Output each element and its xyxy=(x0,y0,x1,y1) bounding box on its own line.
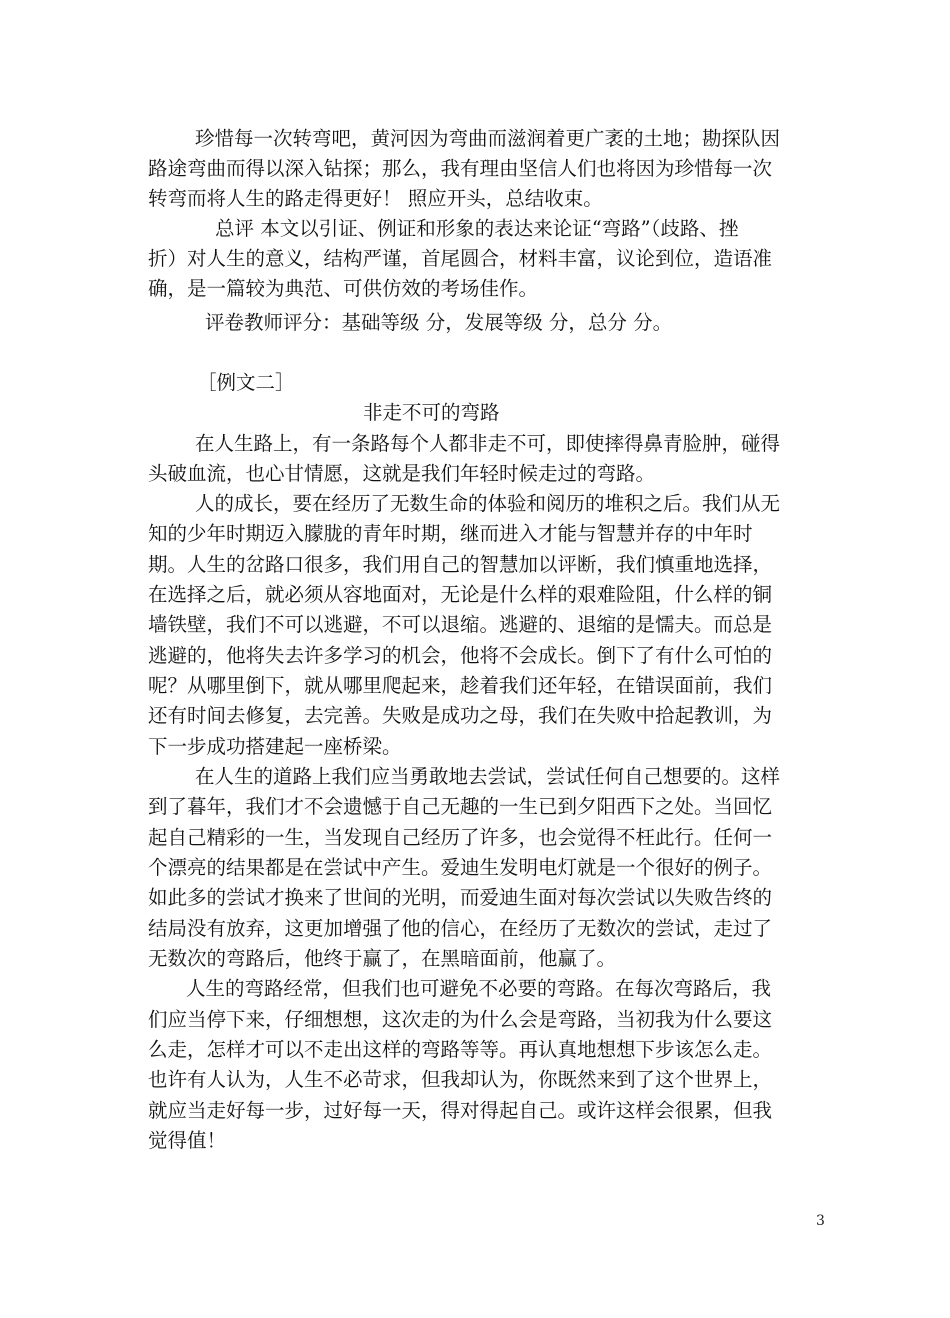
paragraph-line: 逃避的，他将失去许多学习的机会，他将不会成长。倒下了有什么可怕的 xyxy=(148,644,773,667)
paragraph-line: 么走，怎样才可以不走出这样的弯路等等。再认真地想想下步该怎么走。 xyxy=(148,1038,773,1061)
page-number: 3 xyxy=(816,1213,825,1229)
scoring-line: 评卷教师评分：基础等级 分，发展等级 分，总分 分。 xyxy=(205,311,673,334)
paragraph-line: 知的少年时期迈入朦胧的青年时期，继而进入才能与智慧并存的中年时 xyxy=(148,522,753,545)
paragraph-line: 珍惜每一次转弯吧，黄河因为弯曲而滋润着更广袤的土地；勘探队因 xyxy=(195,127,781,150)
paragraph-line: 就应当走好每一步，过好每一天，得对得起自己。或许这样会很累，但我 xyxy=(148,1099,773,1122)
review-line: 总评 本文以引证、例证和形象的表达来论证“弯路”（歧路、挫 xyxy=(215,217,739,240)
example-label: ［例文二］ xyxy=(197,371,295,394)
paragraph-line: 墙铁壁，我们不可以逃避，不可以退缩。逃避的、退缩的是懦夫。而总是 xyxy=(148,613,773,636)
paragraph-line: 期。人生的岔路口很多，我们用自己的智慧加以评断，我们慎重地选择， xyxy=(148,553,773,576)
paragraph-line: 呢？从哪里倒下，就从哪里爬起来，趁着我们还年轻，在错误面前，我们 xyxy=(148,674,773,697)
paragraph-line: 在人生路上，有一条路每个人都非走不可，即使摔得鼻青脸肿，碰得 xyxy=(195,432,781,455)
paragraph-line: 到了暮年，我们才不会遗憾于自己无趣的一生已到夕阳西下之处。当回忆 xyxy=(148,795,773,818)
paragraph-line: 人生的弯路经常，但我们也可避免不必要的弯路。在每次弯路后，我 xyxy=(186,977,772,1000)
review-line: 确，是一篇较为典范、可供仿效的考场佳作。 xyxy=(148,277,539,300)
paragraph-line: 如此多的尝试才换来了世间的光明，而爱迪生面对每次尝试以失败告终的 xyxy=(148,886,773,909)
paragraph-line: 无数次的弯路后，他终于赢了，在黑暗面前，他赢了。 xyxy=(148,947,617,970)
paragraph-line: 觉得值！ xyxy=(148,1129,227,1152)
review-line: 折）对人生的意义，结构严谨，首尾圆合，材料丰富，议论到位，造语准 xyxy=(148,247,773,270)
paragraph-line: 人的成长，要在经历了无数生命的体验和阅历的堆积之后。我们从无 xyxy=(195,492,781,515)
paragraph-line: 结局没有放弃，这更加增强了他的信心，在经历了无数次的尝试，走过了 xyxy=(148,917,773,940)
paragraph-line: 转弯而将人生的路走得更好！ 照应开头，总结收束。 xyxy=(148,187,603,210)
paragraph-line: 也许有人认为，人生不必苛求，但我却认为，你既然来到了这个世界上， xyxy=(148,1068,773,1091)
paragraph-line: 在人生的道路上我们应当勇敢地去尝试，尝试任何自己想要的。这样 xyxy=(195,765,781,788)
paragraph-line: 头破血流，也心甘情愿，这就是我们年轻时候走过的弯路。 xyxy=(148,462,656,485)
paragraph-line: 在选择之后，就必须从容地面对，无论是什么样的艰难险阻，什么样的铜 xyxy=(148,583,773,606)
paragraph-line: 还有时间去修复，去完善。失败是成功之母，我们在失败中拾起教训，为 xyxy=(148,704,773,727)
paragraph-line: 起自己精彩的一生，当发现自己经历了许多，也会觉得不枉此行。任何一 xyxy=(148,826,773,849)
essay-title: 非走不可的弯路 xyxy=(363,401,500,424)
paragraph-line: 路途弯曲而得以深入钻探；那么，我有理由坚信人们也将因为珍惜每一次 xyxy=(148,157,773,180)
paragraph-line: 们应当停下来，仔细想想，这次走的为什么会是弯路，当初我为什么要这 xyxy=(148,1008,773,1031)
paragraph-line: 下一步成功搭建起一座桥梁。 xyxy=(148,735,402,758)
paragraph-line: 个漂亮的结果都是在尝试中产生。爱迪生发明电灯就是一个很好的例子。 xyxy=(148,856,773,879)
